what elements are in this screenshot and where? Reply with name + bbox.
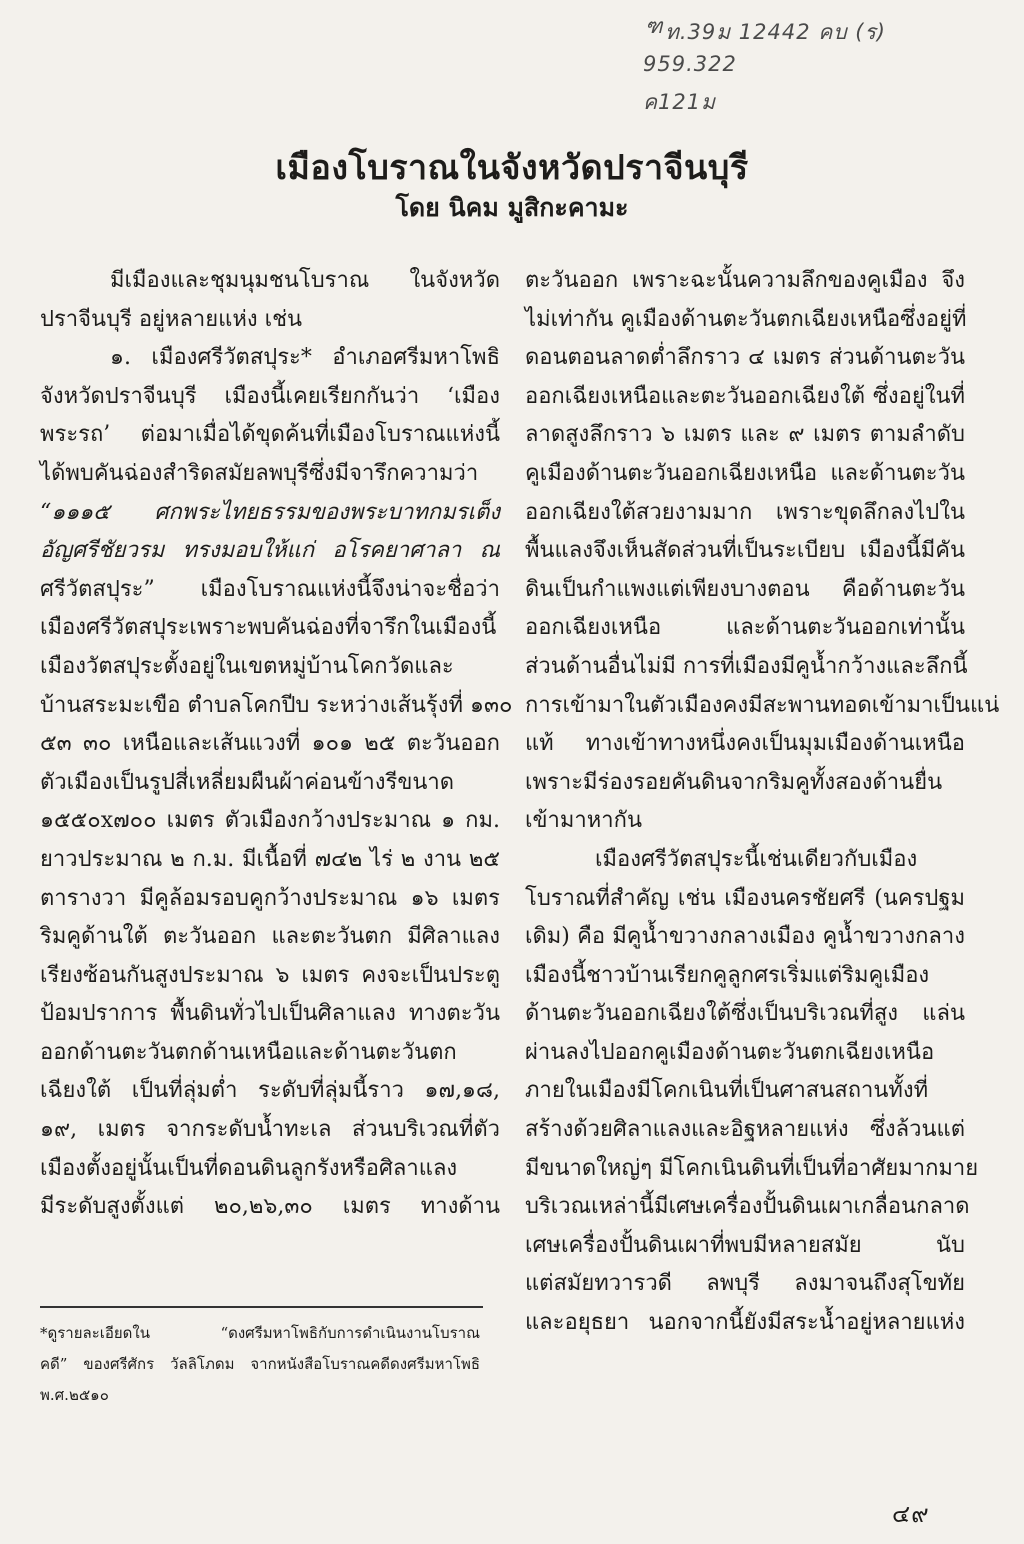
- text-line: เมืองนี้ชาวบ้านเรียกคูลูกศรเริ่มแต่ริมคูเมือง: [525, 962, 930, 988]
- text-line: ศรีวัตสปุระ” เมืองโบราณแห่งนี้จึงน่าจะชื่อว่า: [40, 576, 500, 602]
- text-line: ออกเฉียงใต้สวยงามมาก เพราะขุดลึกลงไปใน: [525, 499, 965, 525]
- text-line: ออกเฉียงเหนือ และด้านตะวันออกเท่านั้น: [525, 615, 965, 641]
- text-line: บริเวณเหล่านี้มีเศษเครื่องปั้นดินเผาเกลื่อนกลาด: [525, 1194, 970, 1220]
- text-line: แท้ ทางเข้าทางหนึ่งคงเป็นมุมเมืองด้านเหนือ: [525, 731, 965, 757]
- text-line: มีเมืองและชุมนุมชนโบราณ ในจังหวัด: [110, 268, 500, 293]
- text-line: และอยุธยา นอกจากนี้ยังมีสระน้ำอยู่หลายแห่ง: [525, 1310, 965, 1336]
- text-line: ตัวเมืองเป็นรูปสี่เหลี่ยมผืนผ้าค่อนข้างรีขนาด: [40, 769, 455, 795]
- text-line: ดินเป็นกำแพงแต่เพียงบางตอน คือด้านตะวัน: [525, 576, 965, 602]
- text-line: จังหวัดปราจีนบุรี เมืองนี้เคยเรียกกันว่า ‘เมือง: [40, 383, 500, 409]
- text-line: เมืองวัตสปุระตั้งอยู่ในเขตหมู่บ้านโคกวัดและ: [40, 653, 454, 679]
- text-line: เรียงซ้อนกันสูงประมาณ ๖ เมตร คงจะเป็นประตู: [40, 962, 500, 988]
- text-line: เมืองศรีวัตสปุระนี้เช่นเดียวกับเมือง: [595, 846, 918, 872]
- text-line: พระรถ’ ต่อมาเมื่อได้ขุดค้นที่เมืองโบราณแห่งนี้: [40, 422, 500, 448]
- text-line: ตารางวา มีคูล้อมรอบคูกว้างประมาณ ๑๖ เมตร: [40, 885, 500, 911]
- text-line: สร้างด้วยศิลาแลงและอิฐหลายแห่ง ซึ่งล้วนแต่: [525, 1117, 965, 1143]
- text-line: ตะวันออก เพราะฉะนั้นความลึกของคูเมือง จึง: [525, 268, 965, 293]
- text-line: ไม่เท่ากัน คูเมืองด้านตะวันตกเฉียงเหนือซึ่งอยู่ที่: [525, 306, 967, 332]
- handwritten-catalog-number: 959.322: [643, 52, 737, 76]
- text-line: ปราจีนบุรี อยู่หลายแห่ง เช่น: [40, 306, 303, 332]
- text-line: ส่วนด้านอื่นไม่มี การที่เมืองมีคูน้ำกว้างและลึกนี้: [525, 653, 968, 679]
- text-line: ดอนตอนลาดต่ำลึกราว ๔ เมตร ส่วนด้านตะวัน: [525, 345, 965, 371]
- text-line: เศษเครื่องปั้นดินเผาที่พบมีหลายสมัย นับ: [525, 1232, 965, 1258]
- text-line: เพราะมีร่องรอยคันดินจากริมคูทั้งสองด้านยื่น: [525, 769, 943, 795]
- handwritten-call-number: ท.39ม 12442 คบ (ร): [665, 20, 886, 44]
- text-line: เมืองตั้งอยู่นั้นเป็นที่ดอนดินลูกรังหรือศิลาแลง: [40, 1155, 458, 1181]
- text-line: การเข้ามาในตัวเมืองคงมีสะพานทอดเข้ามาเป็นแน่: [525, 692, 1000, 718]
- text-line: ริมคูด้านใต้ ตะวันออก และตะวันตก มีศิลาแลง: [40, 924, 500, 950]
- handwritten-annotation: ฑ: [645, 14, 664, 38]
- footnote-line: *ดูรายละเอียดใน “ดงศรีมหาโพธิกับการดำเนินงานโบราณ: [40, 1324, 480, 1342]
- handwritten-catalog-code: ค121ม: [643, 90, 716, 114]
- text-line: โบราณที่สำคัญ เช่น เมืองนครชัยศรี (นครปฐม: [525, 885, 965, 911]
- text-line: ลาดสูงลึกราว ๖ เมตร และ ๙ เมตร ตามลำดับ: [525, 422, 965, 448]
- right-column: [525, 262, 1000, 1343]
- page-number: ๔๙: [892, 1500, 930, 1528]
- text-line: ผ่านลงไปออกคูเมืองด้านตะวันตกเฉียงเหนือ: [525, 1039, 935, 1065]
- text-line: ๕๓ ๓๐ เหนือและเส้นแวงที่ ๑๐๑ ๒๕ ตะวันออก: [40, 731, 500, 757]
- text-line: ยาวประมาณ ๒ ก.ม. มีเนื้อที่ ๗๔๒ ไร่ ๒ งาน ๒๕: [40, 846, 500, 872]
- text-line: ได้พบคันฉ่องสำริดสมัยลพบุรีซึ่งมีจารึกความว่า: [40, 460, 479, 486]
- article-author: โดย นิคม มูสิกะคามะ: [395, 193, 629, 222]
- text-line: พื้นแลงจึงเห็นสัดส่วนที่เป็นระเบียบ เมืองนี้มีคัน: [525, 538, 965, 564]
- footnote-divider: [40, 1306, 483, 1308]
- text-line: ๑๕๕๐x๗๐๐ เมตร ตัวเมืองกว้างประมาณ ๑ กม.: [40, 808, 500, 834]
- text-line: เมืองศรีวัตสปุระเพราะพบคันฉ่องที่จารึกในเมืองนี้: [40, 615, 497, 641]
- footnote: [40, 1318, 480, 1411]
- text-line: บ้านสระมะเขือ ตำบลโคกปีบ ระหว่างเส้นรุ้งที่ ๑๓๐: [40, 692, 513, 718]
- text-line: ๑. เมืองศรีวัตสปุระ* อำเภอศรีมหาโพธิ: [110, 345, 500, 371]
- text-line: ออกด้านตะวันตกด้านเหนือและด้านตะวันตก: [40, 1039, 457, 1065]
- text-line: ด้านตะวันออกเฉียงใต้ซึ่งเป็นบริเวณที่สูง แล่น: [525, 1001, 965, 1027]
- footnote-line: พ.ศ.๒๕๑๐: [40, 1386, 109, 1404]
- text-line: คูเมืองด้านตะวันออกเฉียงเหนือ และด้านตะวัน: [525, 460, 965, 486]
- text-line: ป้อมปราการ พื้นดินทั่วไปเป็นศิลาแลง ทางตะวัน: [40, 1001, 500, 1027]
- text-line: มีระดับสูงตั้งแต่ ๒๐,๒๖,๓๐ เมตร ทางด้าน: [40, 1194, 500, 1220]
- text-line: ออกเฉียงเหนือและตะวันออกเฉียงใต้ ซึ่งอยู่ในที่: [525, 383, 965, 409]
- text-line: แต่สมัยทวารวดี ลพบุรี ลงมาจนถึงสุโขทัย: [525, 1271, 965, 1297]
- text-line: ๑๙, เมตร จากระดับน้ำทะเล ส่วนบริเวณที่ตัว: [40, 1117, 500, 1143]
- text-line: อัญศรีชัยวรม ทรงมอบให้แก่ อโรคยาศาลา ณ: [40, 538, 500, 564]
- text-line: เดิม) คือ มีคูน้ำขวางกลางเมือง คูน้ำขวางกลาง: [525, 924, 965, 950]
- text-line: ภายในเมืองมีโคกเนินที่เป็นศาสนสถานทั้งที่: [525, 1078, 929, 1104]
- text-line: “๑๑๑๕ ศกพระไทยธรรมของพระบาทกมรเต็ง: [40, 499, 500, 525]
- left-column: [40, 262, 513, 1227]
- text-line: มีขนาดใหญ่ๆ มีโคกเนินดินที่เป็นที่อาศัยมากมาย: [525, 1155, 979, 1181]
- article-title: เมืองโบราณในจังหวัดปราจีนบุรี: [275, 148, 749, 188]
- text-line: เข้ามาหากัน: [525, 808, 642, 834]
- text-line: เฉียงใต้ เป็นที่ลุ่มต่ำ ระดับที่ลุ่มนี้ราว ๑๗,๑๘,: [40, 1078, 500, 1104]
- footnote-line: คดี” ของศรีศักร วัลลิโภดม จากหนังสือโบราณคดีดงศรีมหาโพธิ: [40, 1355, 480, 1373]
